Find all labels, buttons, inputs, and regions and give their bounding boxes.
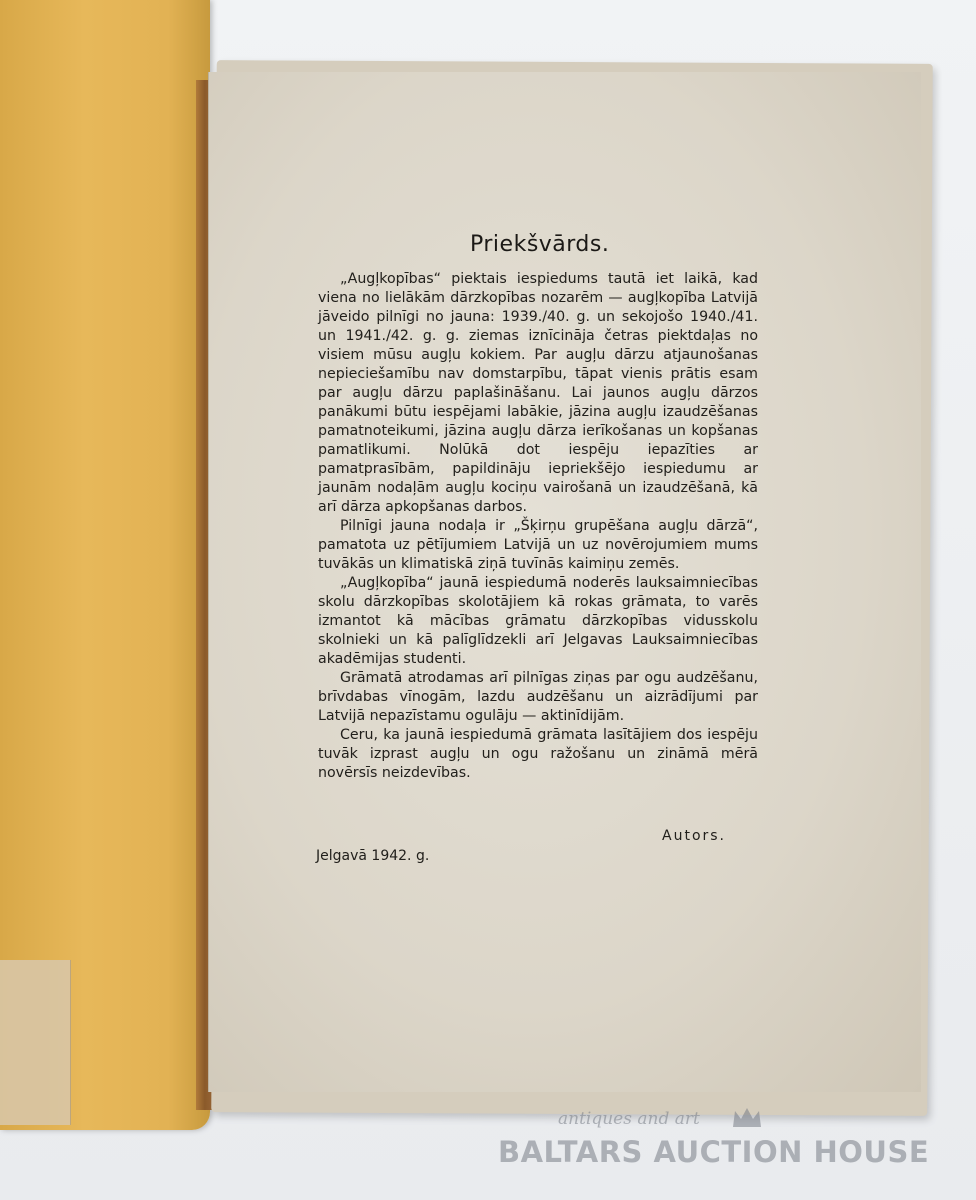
watermark-tagline: antiques and art [558, 1109, 700, 1129]
auction-watermark [498, 1105, 930, 1175]
paragraph-4: Grāmatā atrodamas arī pilnīgas ziņas par ogu audzēšanu, brīvdabas vīnogām, lazdu audzēšanu un aizrādījumi par Latvijā nepazīstamu ogulāju — aktinīdijām. [318, 670, 758, 724]
paragraph-5: Ceru, ka jaunā iespiedumā grāmata lasītājiem dos iespēju tuvāk izprast augļu un ogu ražošanu un zināmā mērā novērsīs neizdevības. [318, 727, 758, 781]
crown-icon [730, 1105, 764, 1129]
paragraph-1: „Augļkopības“ piektais iespiedums tautā iet laikā, kad viena no lielākām dārzkopības nozarēm — augļkopība Latvijā jāveido pilnīgi no jauna: 1939./40. g. un sekojošo 1940./41. un 1941./42. g. g. ziemas iznīcināja četras piektdaļas no visiem mūsu augļu kokiem. Par augļu dārzu atjaunošanas nepieciešamību nav domstarpību, tāpat vienis prātis esam par augļu dārzu paplašināšanu. Lai jaunos augļu dārzos panākumi būtu iespējami labākie, jāzina augļu izaudzēšanas pamatnoteikumi, jāzina augļu dārza ierīkošanas un kopšanas pamatlikumi. Nolūkā dot iespēju iepazīties ar pamatprasībām, papildināju iepriekšējo iespiedumu ar jaunām nodaļām augļu kociņu vairošanā un izaudzēšanā, kā arī dārza apkopšanas darbos. [318, 271, 758, 515]
paragraph-2: Pilnīgi jauna nodaļa ir „Šķirņu grupēšana augļu dārzā“, pamatota uz pētījumiem Latvijā un uz novērojumiem mums tuvākās un klimatiskā ziņā tuvīnās kaimiņu zemēs. [318, 518, 758, 572]
paragraph-3: „Augļkopība“ jaunā iespiedumā noderēs lauksaimniecības skolu dārzkopības skolotājiem kā rokas grāmata, to varēs izmantot kā mācības grāmatu dārzkopības vidusskolu skolnieki un kā palīglīdzekli arī Jelgavas Lauksaimniecības akadēmijas studenti. [318, 575, 758, 667]
cover-label-tape [0, 960, 71, 1125]
author-signature: Autors. [662, 828, 727, 844]
place-date: Jelgavā 1942. g. [316, 848, 430, 864]
watermark-brand: BALTARS AUCTION HOUSE [498, 1135, 930, 1169]
preface-text [318, 270, 758, 783]
page-title: Priekšvārds. [470, 232, 610, 257]
